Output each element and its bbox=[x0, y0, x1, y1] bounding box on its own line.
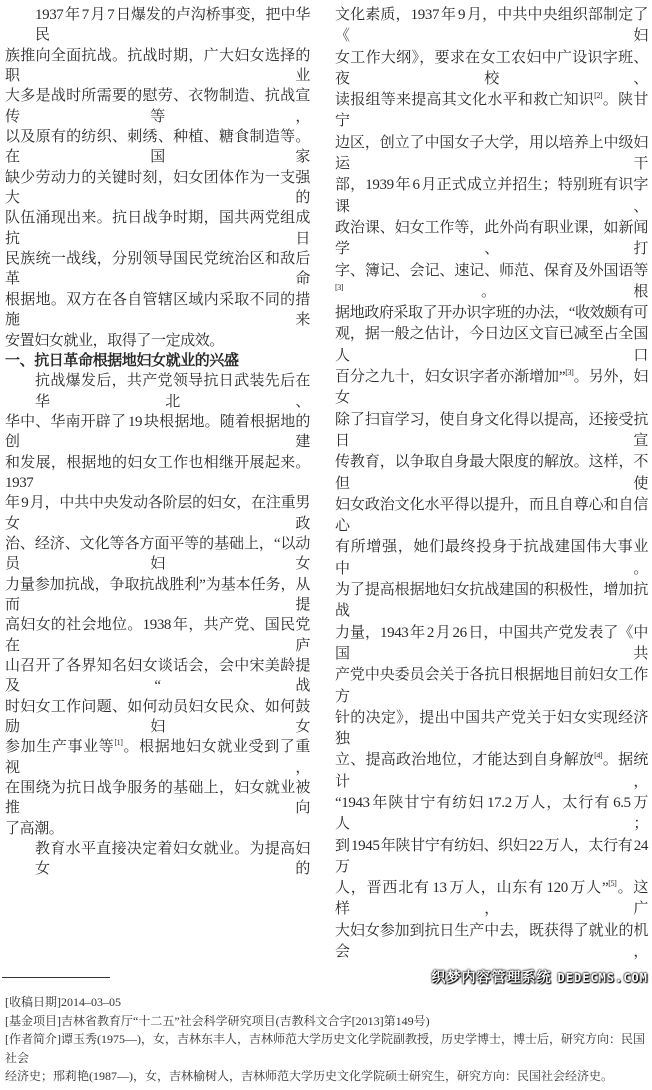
footnote-author-intro-cont: 经济史；邢莉艳(1987—)，女，吉林榆树人，吉林师范大学历史文化学院硕士研究生，研究方向：民国社会经济史。 bbox=[5, 1069, 613, 1084]
text-line: 力量，1943 年 2 月 26 日，中国共产党发表了《中国共 bbox=[335, 624, 648, 662]
text-line: 了高潮。 bbox=[5, 820, 64, 837]
text-line: 产党中央委员会关于各抗日根据地目前妇女工作方 bbox=[335, 667, 648, 705]
text-line: 和发展，根据地的妇女工作也相继开展起来。1937 bbox=[5, 454, 310, 491]
citation-marker: [2] bbox=[594, 91, 603, 101]
text-line: 政治课、妇女工作等，此外尚有职业课，如新闻学、打 bbox=[335, 219, 648, 258]
watermark-line1: 织梦内容管理系统 bbox=[431, 970, 552, 987]
citation-marker: [1] bbox=[114, 738, 123, 748]
text-line: 传教育，以争取自身最大限度的解放。这样，不但使 bbox=[335, 454, 648, 492]
citation-marker: [3] bbox=[565, 368, 574, 378]
text-line: 高妇女的社会地位。1938 年，共产党、国民党在庐 bbox=[5, 617, 310, 654]
text-line: 除了扫盲学习，使自身文化得以提高，还接受抗日宣 bbox=[335, 411, 648, 449]
section-heading: 一、抗日革命根据地妇女就业的兴盛 bbox=[5, 351, 239, 369]
footnote-divider bbox=[2, 977, 110, 978]
text-line: 安置妇女就业，取得了一定成效。 bbox=[5, 332, 225, 349]
text-line: 女工作大纲》，要求在女工农妇中广设识字班、夜校、 bbox=[335, 49, 648, 87]
text-line: 立、提高政治地位，才能达到自身解放[4]。据统计， bbox=[335, 751, 648, 790]
text-line: 族推向全面抗战。抗战时期，广大妇女选择的职业 bbox=[5, 47, 310, 85]
text-line: 以及原有的纺织、刺绣、种植、糖食制造等。在国家 bbox=[5, 129, 310, 166]
text-line: 针的决定》，提出中国共产党关于妇女实现经济独 bbox=[335, 709, 648, 748]
citation-marker: [5] bbox=[608, 879, 617, 889]
text-line: 大妇女参加到抗日生产中去，既获得了就业的机会， bbox=[335, 922, 648, 961]
text-line: 年 9 月，中共中央发动各阶层的妇女，在注重男女政 bbox=[5, 495, 310, 532]
text-line: 有所增强，她们最终投身于抗战建国伟大事业中。 bbox=[335, 539, 648, 577]
text-line: 到 1945 年陕甘宁有纺妇、织妇 22 万人，太行有 24 万 bbox=[335, 837, 648, 875]
text-line: 观，据一般之估计，今日边区文盲已减至占全国人口 bbox=[335, 326, 648, 364]
text-line: 治、经济、文化等各方面平等的基础上，“以动员妇女 bbox=[5, 535, 310, 573]
footnotes bbox=[5, 993, 648, 1086]
footnote-fund-project: [基金项目]吉林省教育厅“十二五”社会科学研究项目(吉教科文合字[2013]第149号) bbox=[5, 1013, 430, 1028]
footnote-received-date: [收稿日期]2014–03–05 bbox=[5, 995, 121, 1010]
right-column bbox=[335, 5, 648, 963]
text-line: 边区，创立了中国女子大学，用以培养上中级妇运干 bbox=[335, 134, 648, 173]
text-line: 参加生产事业等[1]。根据地妇女就业受到了重视， bbox=[5, 738, 311, 776]
left-column bbox=[5, 5, 310, 880]
text-line: 部，1939 年 6 月正式成立并招生；特别班有识字课、 bbox=[335, 177, 648, 215]
text-line: 字、簿记、会记、速记、师范、保育及外国语等[3]。根 bbox=[335, 262, 648, 300]
watermark-logo bbox=[432, 967, 648, 987]
text-line: 为了提高根据地妇女抗战建国的积极性，增加抗战 bbox=[335, 582, 648, 620]
text-line: 1937 年 7 月 7 日爆发的卢沟桥事变，把中华民 bbox=[35, 7, 310, 44]
text-line: 大多是战时所需要的慰劳、衣物制造、抗战宣传等， bbox=[5, 88, 310, 125]
text-line: 力量参加抗战，争取抗战胜利”为基本任务，从而提 bbox=[5, 576, 310, 613]
watermark-line2: DEDECMS.COM bbox=[557, 971, 648, 986]
text-line: 缺少劳动力的关键时刻，妇女团体作为一支强大的 bbox=[5, 169, 310, 207]
text-line: 时妇女工作问题、如何动员妇女民众、如何鼓励妇女 bbox=[5, 698, 310, 736]
text-line: 读报组等来提高其文化水平和救亡知识[2]。陕甘宁 bbox=[335, 91, 648, 130]
citation-marker: [3] bbox=[335, 282, 344, 292]
text-line: 民族统一战线，分别领导国民党统治区和敌后革命 bbox=[5, 251, 310, 288]
text-line: 根据地。双方在各自管辖区域内采取不同的措施来 bbox=[5, 291, 310, 329]
footnote-divider-row bbox=[5, 967, 648, 987]
footnote-author-intro: [作者简介]谭玉秀(1975—)，女，吉林东丰人，吉林师范大学历史文化学院副教授，历史学博士，博士后，研究方向：民国社会 bbox=[5, 1032, 645, 1065]
text-line: 据地政府采取了开办识字班的办法，“收效颇有可 bbox=[335, 305, 648, 322]
text-line: 百分之九十，妇女识字者亦渐增加”[3]。另外，妇女 bbox=[335, 368, 648, 407]
citation-marker: [4] bbox=[594, 751, 603, 761]
body-columns bbox=[5, 5, 648, 963]
text-line: 妇女政治文化水平得以提升，而且自尊心和自信心 bbox=[335, 496, 648, 535]
text-line: 文化素质，1937 年 9 月，中共中央组织部制定了《妇 bbox=[335, 7, 648, 45]
text-line: “1943 年陕甘宁有纺妇 17.2 万人，太行有 6.5 万人； bbox=[335, 794, 648, 833]
text-line: 华中、华南开辟了 19 块根据地。随着根据地的创建 bbox=[5, 413, 310, 451]
text-line: 人，晋西北有 13 万人，山东有 120 万人”[5]。这样，广 bbox=[335, 879, 649, 918]
text-line: 教育水平直接决定着妇女就业。为提高妇女的 bbox=[35, 841, 310, 878]
text-line: 在围绕为抗日战争服务的基础上，妇女就业被推向 bbox=[5, 780, 310, 817]
text-line: 山召开了各界知名妇女谈话会，会中宋美龄提及“战 bbox=[5, 658, 310, 695]
text-line: 抗战爆发后，共产党领导抗日武装先后在华北、 bbox=[35, 373, 310, 410]
text-line: 队伍涌现出来。抗日战争时期，国共两党组成抗日 bbox=[5, 210, 310, 247]
